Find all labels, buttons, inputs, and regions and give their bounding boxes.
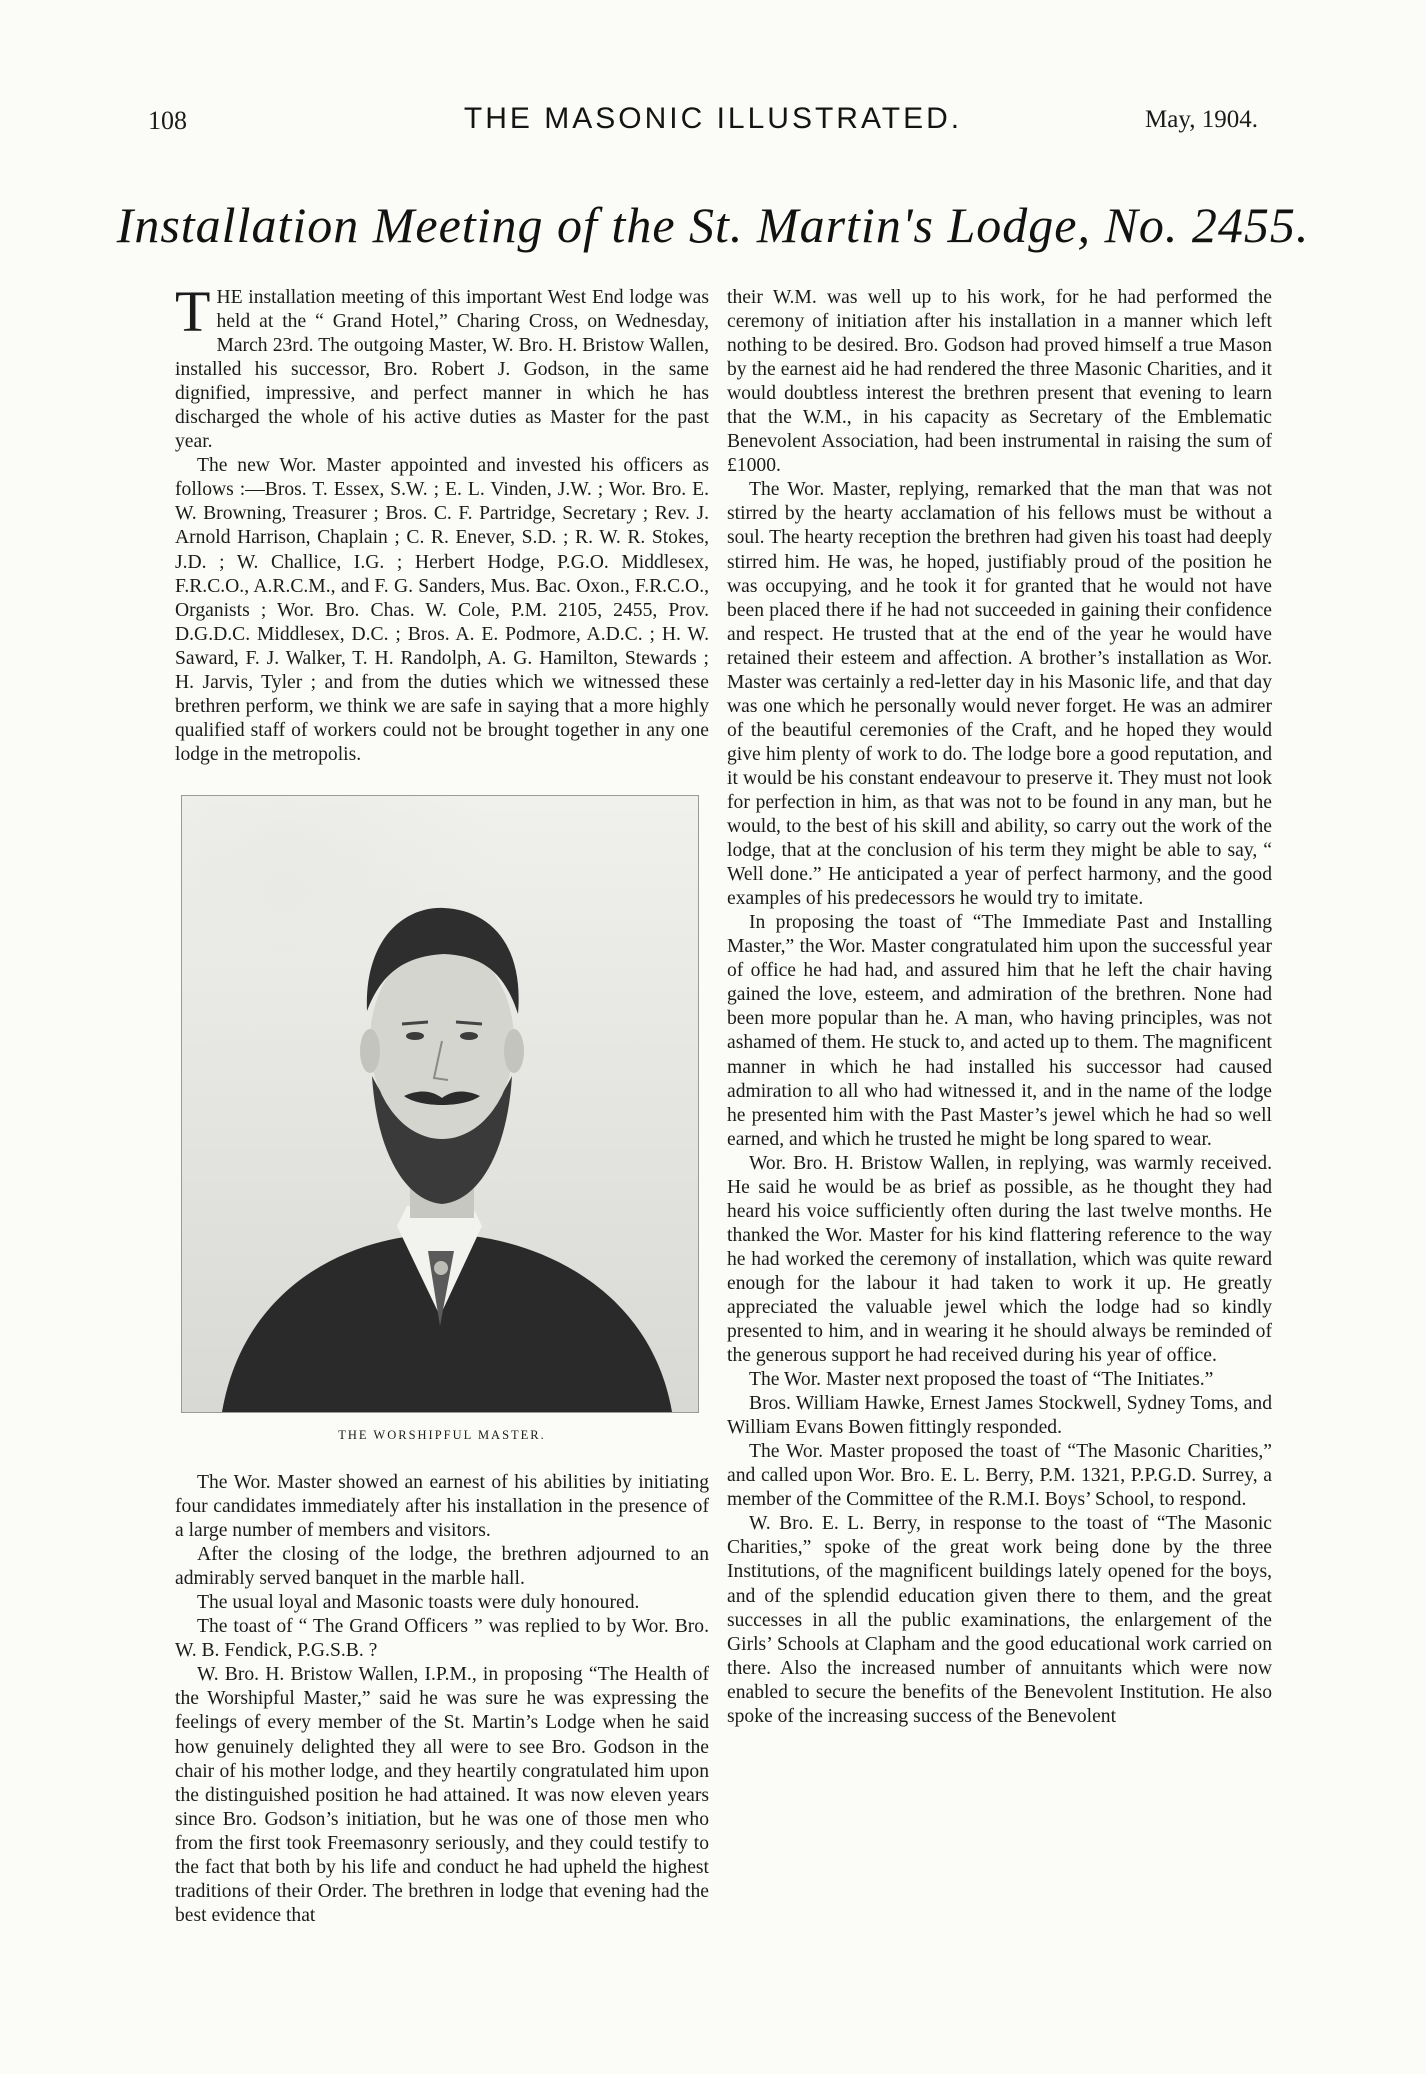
paragraph: Wor. Bro. H. Bristow Wallen, in replying, was warmly received. He said he would be as brief as possible, as he thought they had heard his voice sufficiently often during the last twelve months. He thanked the Wor. Master for his kind flattering reference to the way he had worked the ceremony of installation, which was quite reward enough for the labour it had taken to work it up. He greatly appreciated the valuable jewel which the lodge had so kindly presented to him, and in wearing it he should always be reminded of the generous support he had received during his year of office. <box>727 1152 1272 1367</box>
paragraph: Bros. William Hawke, Ernest James Stockwell, Sydney Toms, and William Evans Bowen fittingly responded. <box>727 1393 1272 1439</box>
left-column <box>175 279 709 1928</box>
page-number: 108 <box>148 106 187 135</box>
paragraph: In proposing the toast of “The Immediate Past and Installing Master,” the Wor. Master congratulated him upon the successful year of office he had had, and assured him that he left the chair having gained the love, esteem, and admiration of the brethren. None had been more popular than he. A man, who having principles, was not ashamed of them. He stuck to, and acted up to them. The magnificent manner in which he had installed his successor had caused admiration to all who had witnessed it, and in the name of the lodge he presented him with the Past Master’s jewel which he had so well earned, and which he trusted he might be long spared to wear. <box>727 912 1272 1150</box>
page-header <box>0 102 1426 142</box>
photo-caption: THE WORSHIPFUL MASTER. <box>338 1427 546 1442</box>
paragraph: The new Wor. Master appointed and invested his officers as follows :—Bros. T. Essex, S.W. ; E. L. Vinden, J.W. ; Wor. Bro. E. W. Browning, Treasurer ; Bros. C. F. Partridge, Secretary ; Rev. J. Arnold Harrison, Chaplain ; C. R. Enever, S.D. ; R. W. R. Stokes, J.D. ; W. Challice, I.G. ; Herbert Hodge, P.G.O. Middlesex, F.R.C.O., A.R.C.M., and F. G. Sanders, Mus. Bac. Oxon., F.R.C.O., Organists ; Wor. Bro. Chas. W. Cole, P.M. 2105, 2455, Prov. D.G.D.C. Middlesex, D.C. ; Bros. A. E. Podmore, A.D.C. ; H. W. Saward, F. J. Walker, T. H. Randolph, A. G. Hamilton, Stewards ; H. Jarvis, Tyler ; and from the duties which we witnessed these brethren perform, we think we are safe in saying that a more highly qualified staff of workers could not be brought together in any one lodge in the metropolis. <box>175 455 709 765</box>
right-column <box>727 286 1272 1729</box>
paragraph: W. Bro. E. L. Berry, in response to the toast of “The Masonic Charities,” spoke of the great work being done by the three Institutions, of the magnificent buildings lately opened for the boys, and of the splendid education given there to them, and the great successes in all the public examinations, the enlargement of the Girls’ Schools at Clapham and the good educational work carried on there. Also the increased number of annuitants which were now enabled to secure the benefits of the Benevolent Institution. He also spoke of the increasing success of the Benevolent <box>727 1513 1272 1727</box>
paragraph: The Wor. Master proposed the toast of “The Masonic Charities,” and called upon Wor. Bro. E. L. Berry, P.M. 1321, P.P.G.D. Surrey, a member of the Committee of the R.M.I. Boys’ School, to respond. <box>727 1441 1272 1511</box>
paragraph: THE installation meeting of this important West End lodge was held at the “ Grand Hotel,” Charing Cross, on Wednesday, March 23rd. The outgoing Master, W. Bro. H. Bristow Wallen, installed his successor, Bro. Robert J. Godson, in the same dignified, impressive, and perfect manner in which he has discharged the whole of his active duties as Master for the past year. <box>175 279 709 453</box>
article-title: Installation Meeting of the St. Martin's Lodge, No. 2455. <box>116 197 1310 253</box>
portrait-photo <box>181 795 699 1413</box>
paragraph: The usual loyal and Masonic toasts were duly honoured. <box>197 1592 640 1614</box>
paragraph: The Wor. Master showed an earnest of his abilities by initiating four candidates immediately after his installation in the presence of a large number of members and visitors. <box>175 1471 709 1542</box>
paragraph: The toast of “ The Grand Officers ” was replied to by Wor. Bro. W. B. Fendick, P.G.S.B. ? <box>175 1616 709 1662</box>
masthead: THE MASONIC ILLUSTRATED. <box>463 102 963 135</box>
paragraph: After the closing of the lodge, the brethren adjourned to an admirably served banquet in the marble hall. <box>175 1544 709 1590</box>
paragraph: The Wor. Master, replying, remarked that the man that was not stirred by the hearty acclamation of his fellows must be without a soul. The hearty reception the brethren had given his toast had deeply stirred him. He was, he hoped, justifiably proud of the position he was occupying, and he took it for granted that he would not have been placed there if he had not succeeded in gaining their confidence and respect. He trusted that at the end of the year he would have retained their esteem and affection. A brother’s installation as Wor. Master was certainly a red-letter day in his Masonic life, and that day was one which he personally would never forget. He was an admirer of the beautiful ceremonies of the Craft, and he hoped they would give him plenty of work to do. The lodge bore a good reputation, and it would be his constant endeavour to preserve it. They must not look for perfection in him, as that was not to be found in any man, but he would, to the best of his skill and ability, so carry out the work of the lodge, that at the conclusion of his term they might be able to say, “ Well done.” He anticipated a year of perfect harmony, and the good examples of his predecessors he would try to imitate. <box>727 479 1272 910</box>
paragraph: their W.M. was well up to his work, for he had performed the ceremony of initiation after his installation in a manner which left nothing to be desired. Bro. Godson had proved himself a true Mason by the earnest aid he had rendered the three Masonic Charities, and it would doubtless interest the brethren present that evening to learn that the W.M., in his capacity as Secretary of the Emblematic Benevolent Association, had been instrumental in raising the sum of £1000. <box>727 287 1272 477</box>
portrait-illustration <box>182 796 698 1412</box>
issue-date: May, 1904. <box>1145 106 1258 133</box>
paragraph: The Wor. Master next proposed the toast of “The Initiates.” <box>749 1369 1214 1391</box>
paragraph: W. Bro. H. Bristow Wallen, I.P.M., in proposing “The Health of the Worshipful Master,” said he was sure he was expressing the feelings of every member of the St. Martin’s Lodge when he said how genuinely delighted they all were to see Bro. Godson in the chair of his mother lodge, and they heartily congratulated him upon the distinguished position he had attained. It was now eleven years since Bro. Godson’s initiation, but he was one of those men who from the first took Freemasonry seriously, and they could testify to the fact that both by his life and conduct he had upheld the highest traditions of their Order. The brethren in lodge that evening had the best evidence that <box>175 1664 709 1926</box>
